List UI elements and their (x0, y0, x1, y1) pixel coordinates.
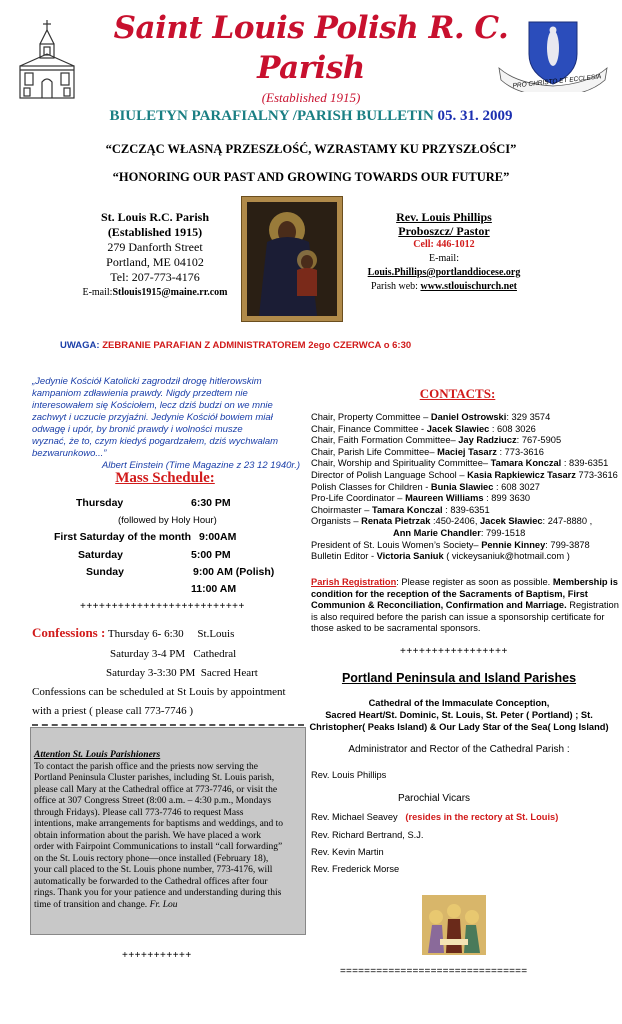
quote-line: wyznać, że to, czym kiedyś pogardzałem, dziś wychwalam (32, 436, 279, 447)
parish-list-line: Cathedral of the Immaculate Conception, (368, 698, 550, 708)
contact-role: Chair, Finance Committee - (311, 423, 427, 434)
contact-name: Jacek Slawiec (426, 423, 490, 434)
parish-web-label: Parish web: (371, 281, 418, 292)
contact-row (311, 505, 611, 517)
bulletin-date: 05. 31. 2009 (437, 108, 513, 124)
parish-title-line1: Saint Louis Polish R. C. (113, 10, 509, 46)
einstein-quote (32, 376, 300, 472)
mass-day: Saturday (78, 549, 123, 561)
parish-established: (Established 1915) (107, 225, 203, 239)
mass-time: 6:30 PM (191, 497, 231, 509)
bulletin-header (0, 108, 622, 125)
attention-title: Attention St. Louis Parishioners (34, 750, 161, 760)
meeting-notice (60, 340, 411, 351)
contact-row (311, 540, 611, 552)
motto-polish: “CZCZĄC WŁASNĄ PRZESZŁOŚĆ, WZRASTAMY KU PRZYSZŁOŚCI” (105, 142, 517, 156)
registration-label: Parish Registration (311, 577, 397, 587)
contact-role: Director of Polish Language School – (311, 469, 468, 480)
notice-label: UWAGA: (60, 340, 100, 351)
parish-list-line: Sacred Heart/St. Dominic, St. Louis, St. Peter ( Portland) ; St. (325, 710, 593, 720)
contact-phone: :450-2406, (430, 516, 480, 527)
vicar-row (311, 812, 558, 822)
registration-text: Membership is (552, 577, 618, 587)
quote-line: interesowałem się Kościołem, lecz dziś budzi on we mnie (32, 400, 273, 411)
established-label: (Established 1915) (261, 90, 361, 105)
peninsula-parishes (306, 697, 612, 733)
quote-line: „Jedynie Kościół Katolicki zagrodził drogę hitlerowskim (32, 376, 262, 387)
mass-day: Thursday (76, 497, 124, 509)
contact-name: Ann Marie Chandler (393, 527, 481, 538)
attention-content (34, 750, 304, 911)
quote-line: odwagę i upór, by bronić prawdy i wolności musze (32, 424, 243, 435)
administrator-name: Rev. Louis Phillips (311, 770, 387, 780)
notice-text: ZEBRANIE PARAFIAN Z ADMINISTRATOREM 2ego CZERWCA o 6:30 (102, 340, 412, 351)
contact-role: Organists – (311, 516, 362, 527)
contact-phone: 773-3616 (575, 469, 618, 480)
attention-line: your call placed to the St. Louis phone number, 773-4176, will (34, 865, 273, 875)
mass-time: 11:00 AM (191, 583, 237, 595)
attention-line: obtain information about the parish. We have placed a work (34, 830, 261, 841)
attention-line: order with Fairpoint Communications to install “call forwarding” (34, 842, 283, 852)
registration-line (311, 577, 618, 589)
contact-name: Victoria Saniuk (376, 551, 444, 562)
parish-list-line: Christopher( Peaks Island) & Our Lady Star of the Sea( Long Island) (309, 722, 609, 732)
contact-name: Daniel Ostrowski (430, 412, 507, 422)
contact-row (311, 435, 611, 447)
contact-phone: : 839-6351 (442, 504, 490, 515)
mass-time: 9:00AM (199, 531, 237, 543)
contact-name: Tamara Konczal (371, 504, 443, 515)
pastor-info (352, 210, 536, 294)
contact-row (311, 528, 611, 540)
contact-row (311, 551, 611, 563)
confessions-line3: Saturday 3-3:30 PM Sacred Heart (106, 667, 258, 679)
contact-row (311, 424, 611, 436)
attention-signature: Fr. Lou (149, 899, 178, 910)
contact-name: Pennie Kinney (481, 539, 546, 550)
attention-line: time of transition and change. (34, 899, 148, 910)
bulletin-label: BIULETYN PARAFIALNY /PARISH BULLETIN (109, 108, 434, 124)
contact-name: Bunia Slawiec (430, 481, 494, 492)
registration-text: Registration (566, 600, 619, 611)
registration-divider: +++++++++++++++++ (400, 646, 508, 657)
contact-row (311, 458, 611, 470)
pastor-email-label: E-mail: (429, 253, 459, 264)
contact-role: Chair, Parish Life Committee– (311, 446, 438, 457)
attention-line: on the St. Louis rectory phone—once installed (February 18), (34, 853, 269, 864)
attention-line: Portland Peninsula Cluster parishes, including St. Louis parish, (34, 773, 275, 783)
attention-line: through Fridays). Please call 773-7746 to request Mass (34, 807, 244, 818)
attention-line: intentions, make arrangements for baptisms and weddings, and to (34, 819, 284, 829)
peninsula-heading: Portland Peninsula and Island Parishes (341, 671, 577, 685)
administrator-label: Administrator and Rector of the Cathedral Parish : (348, 744, 570, 755)
contact-row (311, 469, 618, 482)
parish-email[interactable]: Stlouis1915@maine.rr.com (112, 287, 228, 298)
section-divider (32, 724, 304, 726)
pastor-cell: Cell: 446-1012 (413, 239, 475, 250)
attention-last-line (34, 900, 304, 912)
contact-row (311, 482, 611, 494)
pastor-name: Rev. Louis Phillips (396, 210, 492, 224)
pastor-email[interactable]: Louis.Phillips@portlanddiocese.org (367, 267, 521, 278)
confessions-text: Thursday 6- 6:30 St.Louis (107, 628, 235, 640)
confessions-line4: Confessions can be scheduled at St Louis by appointment (32, 686, 286, 698)
confessions-line1 (32, 625, 234, 641)
contact-name: Kasia Rapkiewicz Tasarz (467, 469, 576, 480)
parish-city: Portland, ME 04102 (106, 255, 204, 269)
vicar-name: Rev. Kevin Martin (311, 847, 384, 857)
bottom-left-divider: +++++++++++ (122, 950, 192, 961)
parish-tel: Tel: 207-773-4176 (110, 270, 200, 284)
attention-line: office at 307 Congress Street (8:00 a.m. – 4:30 p.m., Mondays (34, 796, 272, 806)
contact-role: Polish Classes for Children - (311, 481, 431, 492)
contact-phone: : 899 3630 (483, 493, 531, 504)
contact-name: Renata Pietrzak (361, 516, 431, 527)
contact-row (311, 447, 611, 459)
contact-phone: : 329 3574 (506, 412, 551, 422)
parish-web-link[interactable]: www.stlouischurch.net (420, 281, 517, 292)
registration-line: those asked to be sacramental sponsors. (311, 623, 481, 634)
contact-name: Tamara Konczal (490, 458, 562, 469)
contact-phone: : 799-1518 (480, 527, 526, 538)
attention-line: rings. Thank you for your patience and understanding during this (34, 888, 282, 898)
contact-role: Pro-Life Coordinator – (311, 493, 406, 504)
mass-note: (followed by Holy Hour) (118, 515, 217, 526)
contact-phone: : 839-6351 (561, 458, 609, 469)
contact-phone: : 608 3026 (489, 423, 536, 434)
contact-role: Chair, Faith Formation Committee– (311, 435, 459, 446)
contact-phone: : 247-8880 , (542, 516, 593, 527)
contact-row (311, 412, 611, 424)
motto-english: “HONORING OUR PAST AND GROWING TOWARDS OUR FUTURE” (112, 170, 510, 184)
mass-divider: ++++++++++++++++++++++++++ (80, 601, 245, 612)
confessions-line2: Saturday 3-4 PM Cathedral (110, 648, 237, 660)
contact-role: Bulletin Editor - (311, 551, 377, 562)
contact-role: Chair, Property Committee – (311, 412, 431, 422)
vicar-name: Rev. Frederick Morse (311, 864, 400, 874)
contacts-heading: CONTACTS: (419, 386, 496, 401)
registration-text: Communion & Reconciliation, Confirmation and Marriage. (311, 600, 567, 611)
parish-name: St. Louis R.C. Parish (100, 210, 210, 224)
vicar-note: (resides in the rectory at St. Louis) (405, 812, 559, 822)
contacts-list (311, 412, 618, 563)
mass-time: 5:00 PM (191, 549, 231, 561)
contact-phone: : 773-3616 (496, 446, 544, 457)
quote-line: kampaniom zdławienia prawdy. Nigdy przedtem nie (32, 388, 248, 399)
attention-box (30, 727, 306, 935)
parish-info (55, 210, 255, 300)
attention-line: please call Mary at the Cathedral office at 773-7746, or visit the (34, 784, 278, 795)
madonna-icon-frame (241, 196, 343, 322)
confessions-label: Confessions : (32, 625, 106, 640)
contact-phone: : 608 3027 (493, 481, 540, 492)
confessions-line5: with a priest ( please call 773-7746 ) (32, 705, 193, 717)
attention-line: automatically be forwarded to the Cathedral offices after four (34, 876, 268, 887)
parish-web-row (352, 280, 536, 294)
contact-name: Jay Radziucz (458, 435, 517, 446)
parish-email-row (55, 285, 255, 300)
contact-phone: : 799-3878 (545, 539, 590, 550)
contact-row (311, 516, 611, 528)
contact-phone: : 767-5905 (516, 435, 562, 446)
registration-line: condition for the reception of the Sacraments of Baptism, First (311, 588, 588, 599)
parish-email-label: E-mail: (82, 287, 113, 298)
contact-phone: ( vickeysaniuk@hotmail.com ) (443, 551, 570, 562)
madonna-icon (247, 202, 337, 316)
contact-name: Jacek Sławiec (480, 516, 543, 527)
contact-role: Choirmaster – (311, 504, 372, 515)
contact-name: Maureen Williams (405, 493, 484, 504)
vicar-name: Rev. Michael Seavey (311, 812, 398, 822)
mass-day: First Saturday of the month (54, 531, 192, 543)
parish-street: 279 Danforth Street (107, 240, 203, 254)
contact-row (311, 493, 611, 505)
registration-text: : Please register as soon as possible. (396, 577, 553, 587)
quote-line: bezwarunkowo...” (32, 448, 107, 459)
contact-name: Maciej Tasarz (437, 446, 497, 457)
contact-role: President of St. Louis Women’s Society– (311, 539, 482, 550)
attention-line: To contact the parish office and the priests now serving the (34, 761, 258, 772)
registration-line: is also required before the parish can issue a sponsorship certificate for (311, 611, 605, 622)
mass-schedule-heading: Mass Schedule: (115, 470, 215, 486)
vicar-name: Rev. Richard Bertrand, S.J. (311, 830, 424, 840)
bottom-right-divider: =============================== (340, 966, 528, 977)
trinity-icon (422, 895, 486, 955)
parish-title-line2: Parish (257, 50, 365, 86)
registration-line (311, 600, 619, 612)
vicars-label: Parochial Vicars (397, 793, 471, 804)
mass-time: 9:00 AM (Polish) (193, 566, 275, 578)
seal-motto: PRO CHRISTO ET ECCLESIA (512, 73, 602, 90)
mass-day: Sunday (86, 566, 124, 578)
quote-line: zachwyt i uczucie przyjaźni. Jedynie Kościół bowiem miał (32, 412, 273, 423)
pastor-title: Proboszcz/ Pastor (398, 224, 490, 238)
registration-block (311, 577, 619, 635)
quote-attribution: Albert Einstein (Time Magazine z 23 12 1940r.) (101, 460, 300, 471)
contact-role: Chair, Worship and Spirituality Committee– (311, 458, 491, 469)
